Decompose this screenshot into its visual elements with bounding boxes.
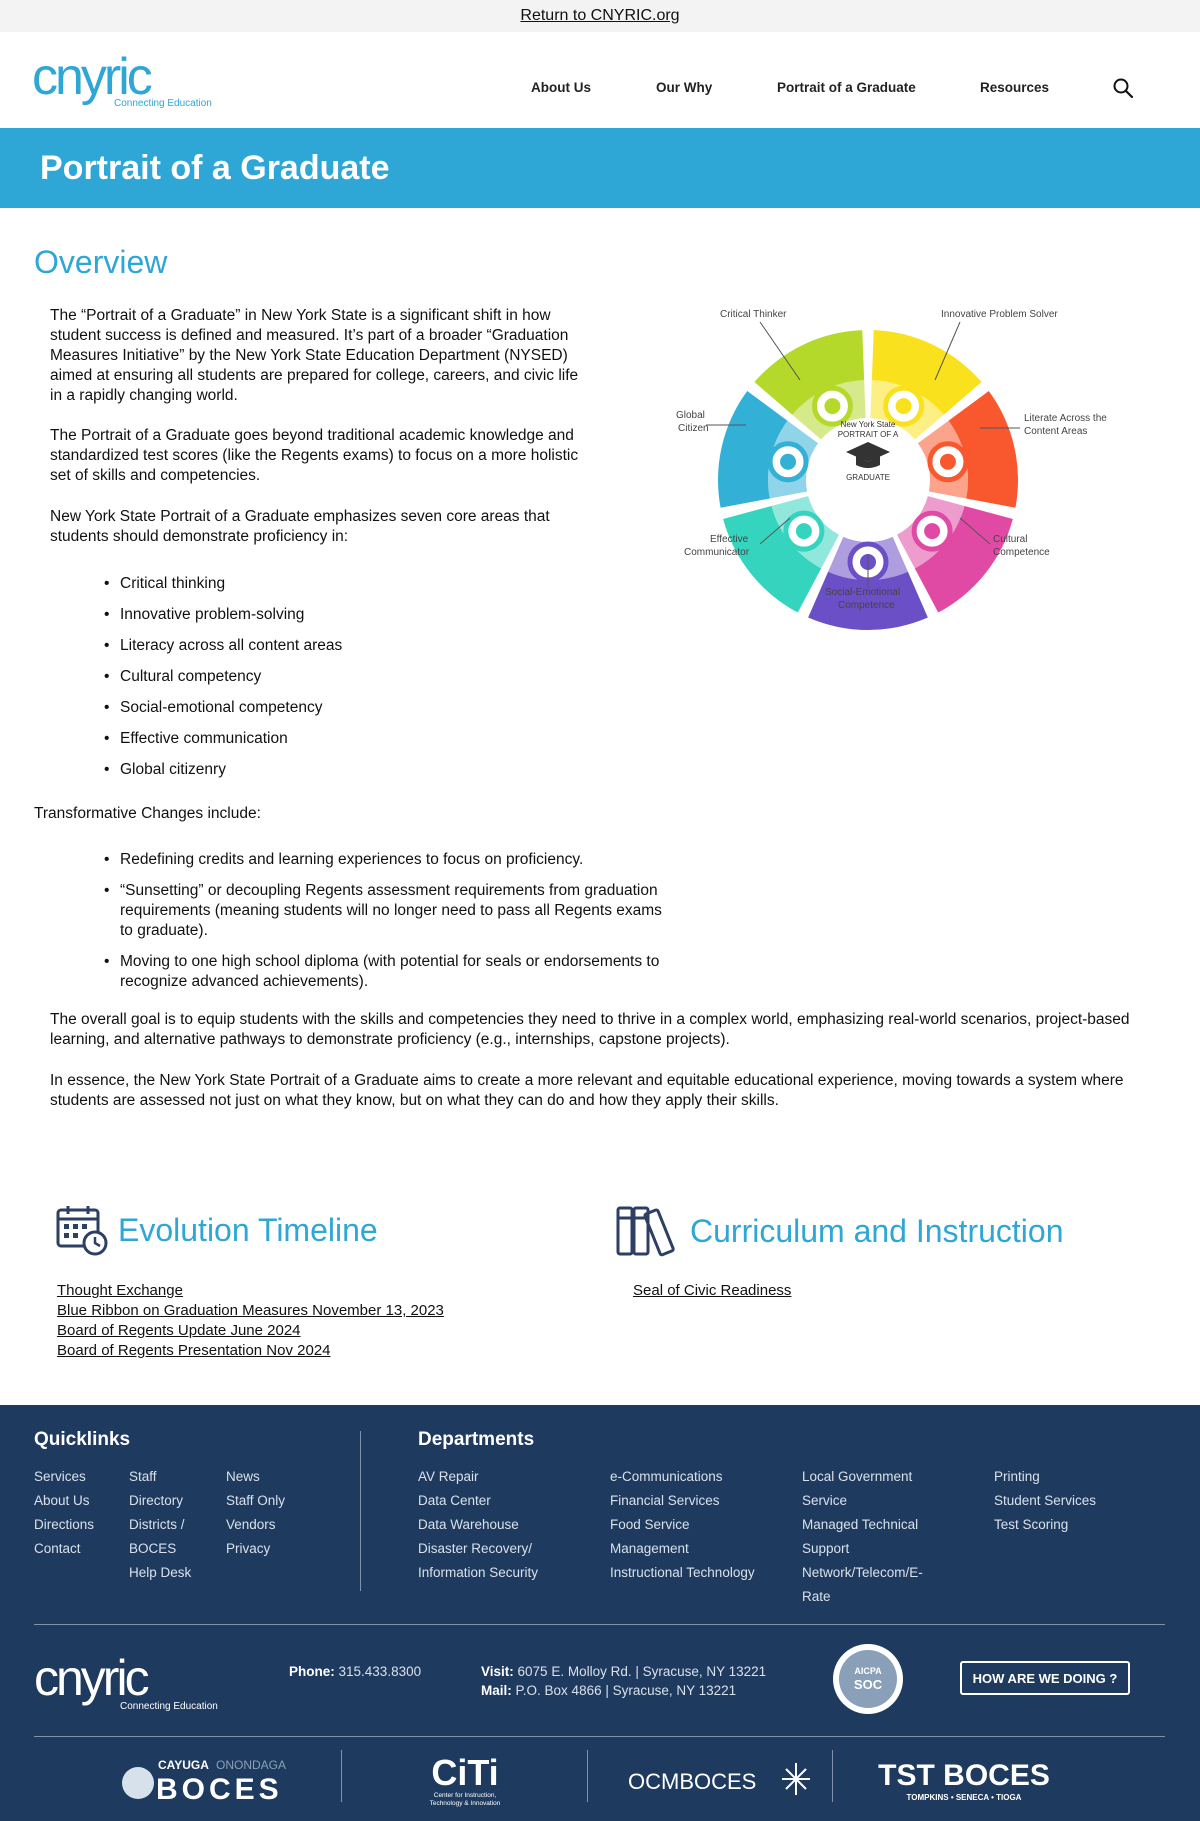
nav-about-us[interactable]: About Us [531,80,591,95]
quicklinks-col-3 [226,1465,316,1561]
center-line-2: PORTRAIT OF A [837,430,899,439]
badge-mid-text: SOC [853,1677,883,1692]
departments-col-2 [610,1465,790,1585]
core-areas-list [104,574,504,780]
footer-link[interactable]: e-Communications [610,1469,723,1484]
site-footer [0,1405,1200,1821]
footer-link[interactable]: Management [610,1541,689,1556]
curriculum-heading: Curriculum and Instruction [690,1212,1064,1249]
phone-info [289,1662,421,1681]
label-cultural-2: Competence [993,547,1050,558]
footer-link[interactable]: Staff [129,1469,157,1484]
footer-link[interactable]: Food Service [610,1517,690,1532]
footer-divider [34,1624,1165,1625]
list-item: • Critical thinking [104,574,504,594]
footer-link[interactable]: Directions [34,1517,95,1532]
footer-link[interactable]: Student Services [994,1493,1097,1508]
nav-resources[interactable]: Resources [980,80,1050,95]
footer-link[interactable]: Disaster Recovery/ [418,1541,533,1556]
top-bar [0,0,1200,32]
competency-icon-glyph-effective [796,523,812,539]
overview-paragraph-5: In essence, the New York State Portrait of a Graduate aims to create a more relevant and equitable educational experience, moving towards a system where students are assessed not just on what they know, but on what they can do and how they apply their skills. [50,1072,1124,1109]
footer-link[interactable]: Financial Services [610,1493,720,1508]
quicklinks-col-1 [34,1465,124,1561]
label-social-2: Competence [838,600,895,611]
list-item: • Literacy across all content areas [104,636,504,656]
badge-top-text: AICPA [854,1666,882,1676]
overview-paragraph-3: New York State Portrait of a Graduate emphasizes seven core areas that students should demonstrate proficiency in: [50,508,550,545]
label-effective-2: Communicator [684,547,750,558]
cayuga-onondaga-boces-logo[interactable] [120,1753,310,1807]
citi-sub-2: Technology & Innovation [429,1800,501,1807]
footer-link[interactable]: Data Center [418,1493,491,1508]
footer-link[interactable]: Directory [129,1493,184,1508]
footer-link[interactable]: Vendors [226,1517,276,1532]
list-item: • Redefining credits and learning experiences to focus on proficiency. [104,850,664,870]
overview-paragraph-1: The “Portrait of a Graduate” in New York State is a significant shift in how student success is defined and measured. It’s part of a broader “Graduation Measures Initiative” by the New York State Education Department (NYSED) aimed at ensuring all students are prepared for college, careers, and civic life in a rapidly changing world. [50,307,579,404]
link-seal-of-civic-readiness[interactable]: Seal of Civic Readiness [633,1282,792,1299]
label-global-1: Global [676,410,705,421]
page-title: Portrait of a Graduate [40,148,390,187]
overview-heading: Overview [34,244,168,280]
tst-boces-logo[interactable] [872,1755,1057,1805]
ocm-boces-logo[interactable] [628,1761,818,1801]
footer-cnyric-logo[interactable] [34,1649,218,1715]
list-item: • Moving to one high school diploma (with potential for seals or endorsements to recognize advanced achievements). [104,952,664,992]
partner-divider [587,1750,588,1802]
competency-icon-glyph-innovative [896,398,912,414]
footer-link[interactable]: Rate [802,1589,831,1604]
link-thought-exchange[interactable]: Thought Exchange [57,1282,183,1299]
center-line-1: New York State [840,420,896,429]
footer-link[interactable]: Privacy [226,1541,271,1556]
partner-divider [341,1750,342,1802]
logo-tagline: Connecting Education [114,98,212,109]
calendar-icon [56,1204,108,1256]
main-content [0,208,1200,1405]
label-innovative-problem-solver: Innovative Problem Solver [941,309,1058,320]
footer-link[interactable]: Managed Technical [802,1517,919,1532]
footer-link[interactable]: News [226,1469,260,1484]
footer-link[interactable]: Districts / [129,1517,185,1532]
timeline-heading: Evolution Timeline [118,1211,378,1248]
label-literate-1: Literate Across the [1024,413,1107,424]
tst-text: TST BOCES [878,1759,1050,1792]
list-item: • Social-emotional competency [104,698,504,718]
visit-address: 6075 E. Molloy Rd. | Syracuse, NY 13221 [517,1664,767,1679]
tst-sub-text: TOMPKINS • SENECA • TIOGA [906,1793,1022,1802]
cayuga-text: CAYUGA [158,1758,209,1772]
label-social-1: Social-Emotional [825,587,901,598]
footer-link[interactable]: Network/Telecom/E- [802,1565,923,1580]
footer-link[interactable]: Information Security [418,1565,539,1580]
departments-col-1 [418,1465,598,1585]
list-item: • Cultural competency [104,667,504,687]
label-critical-thinker: Critical Thinker [720,309,787,320]
cayuga-boces-text: BOCES [156,1773,283,1806]
link-regents-presentation-nov-2024[interactable]: Board of Regents Presentation Nov 2024 [57,1342,331,1359]
mail-address: P.O. Box 4866 | Syracuse, NY 13221 [515,1683,737,1698]
center-line-3: GRADUATE [846,473,890,482]
citi-text: CiTi [431,1752,499,1793]
site-header [0,32,1200,128]
link-blue-ribbon[interactable]: Blue Ribbon on Graduation Measures November 13, 2023 [57,1302,444,1319]
citi-logo[interactable] [415,1751,515,1809]
curriculum-links [633,1281,791,1301]
list-item: • Global citizenry [104,760,504,780]
quicklinks-heading: Quicklinks [34,1429,131,1450]
changes-list [104,850,664,992]
portrait-of-a-graduate-graphic [660,300,1130,680]
list-item: • Effective communication [104,729,504,749]
label-cultural-1: Cultural [993,534,1028,545]
link-regents-update-june-2024[interactable]: Board of Regents Update June 2024 [57,1322,301,1339]
footer-link[interactable]: AV Repair [418,1469,479,1484]
footer-link[interactable]: Test Scoring [994,1517,1069,1532]
phone-number[interactable]: 315.433.8300 [338,1664,422,1679]
quicklinks-col-2 [129,1465,219,1585]
footer-divider [360,1431,361,1591]
footer-link[interactable]: Instructional Technology [610,1565,755,1580]
label-literate-2: Content Areas [1024,426,1088,437]
curriculum-section-header [616,1204,1063,1258]
footer-link[interactable]: Support [802,1541,850,1556]
nav-our-why[interactable]: Our Why [656,80,713,95]
page-banner [0,128,1200,208]
search-icon[interactable] [1112,77,1134,99]
list-item: • “Sunsetting” or decoupling Regents assessment requirements from graduation requirements (meaning students will no longer need to pass all Regents exams to graduate). [104,881,664,941]
footer-link[interactable]: Staff Only [226,1493,286,1508]
departments-heading: Departments [418,1429,535,1450]
partner-divider [832,1750,833,1802]
logo-text: cnyric [32,48,150,106]
footer-divider [34,1736,1165,1737]
footer-link[interactable]: Data Warehouse [418,1517,519,1532]
footer-link[interactable]: About Us [34,1493,90,1508]
visit-label: Visit: [481,1664,514,1679]
books-icon [616,1204,680,1258]
nav-portrait-of-a-graduate[interactable]: Portrait of a Graduate [777,80,916,95]
changes-intro: Transformative Changes include: [34,805,261,822]
main-nav [0,32,1200,128]
footer-link[interactable]: Services [34,1469,86,1484]
footer-link[interactable]: Local Government [802,1469,913,1484]
onondaga-text: ONONDAGA [216,1758,287,1772]
return-link[interactable]: Return to CNYRIC.org [520,7,680,24]
footer-link[interactable]: Help Desk [129,1565,192,1580]
list-item: • Innovative problem-solving [104,605,504,625]
competency-icon-glyph-critical [824,398,840,414]
overview-paragraph-2: The Portrait of a Graduate goes beyond traditional academic knowledge and standardized test scores (like the Regents exams) to focus on a more holistic set of skills and competencies. [50,427,579,484]
footer-link[interactable]: Printing [994,1469,1040,1484]
timeline-section-header [56,1204,378,1256]
footer-link[interactable]: Contact [34,1541,81,1556]
ocm-boces-text: OCMBOCES [628,1769,757,1794]
overview-paragraph-4: The overall goal is to equip students with the skills and competencies they need to thrive in a complex world, emphasizing real-world scenarios, project-based learning, and alternative pathways to demonstrate proficiency (e.g., internships, capstone projects). [50,1011,1130,1048]
how-are-we-doing-button[interactable]: HOW ARE WE DOING ? [960,1661,1130,1695]
footer-logo-tagline: Connecting Education [120,1701,218,1712]
footer-link[interactable]: BOCES [129,1541,177,1556]
competency-icon-glyph-cultural [924,523,940,539]
mail-label: Mail: [481,1683,512,1698]
departments-col-3 [802,1465,982,1609]
competency-icon-glyph-literate [940,454,956,470]
phone-label: Phone: [289,1664,335,1679]
footer-link[interactable]: Service [802,1493,848,1508]
footer-logo-text: cnyric [34,1650,147,1706]
label-global-2: Citizen [678,423,709,434]
competency-icon-glyph-global [780,454,796,470]
label-effective-1: Effective [710,534,749,545]
timeline-links [57,1281,444,1361]
aicpa-soc-badge [830,1641,906,1717]
departments-col-4 [994,1465,1164,1537]
address-info [481,1662,766,1700]
citi-sub-1: Center for Instruction, [433,1792,497,1799]
